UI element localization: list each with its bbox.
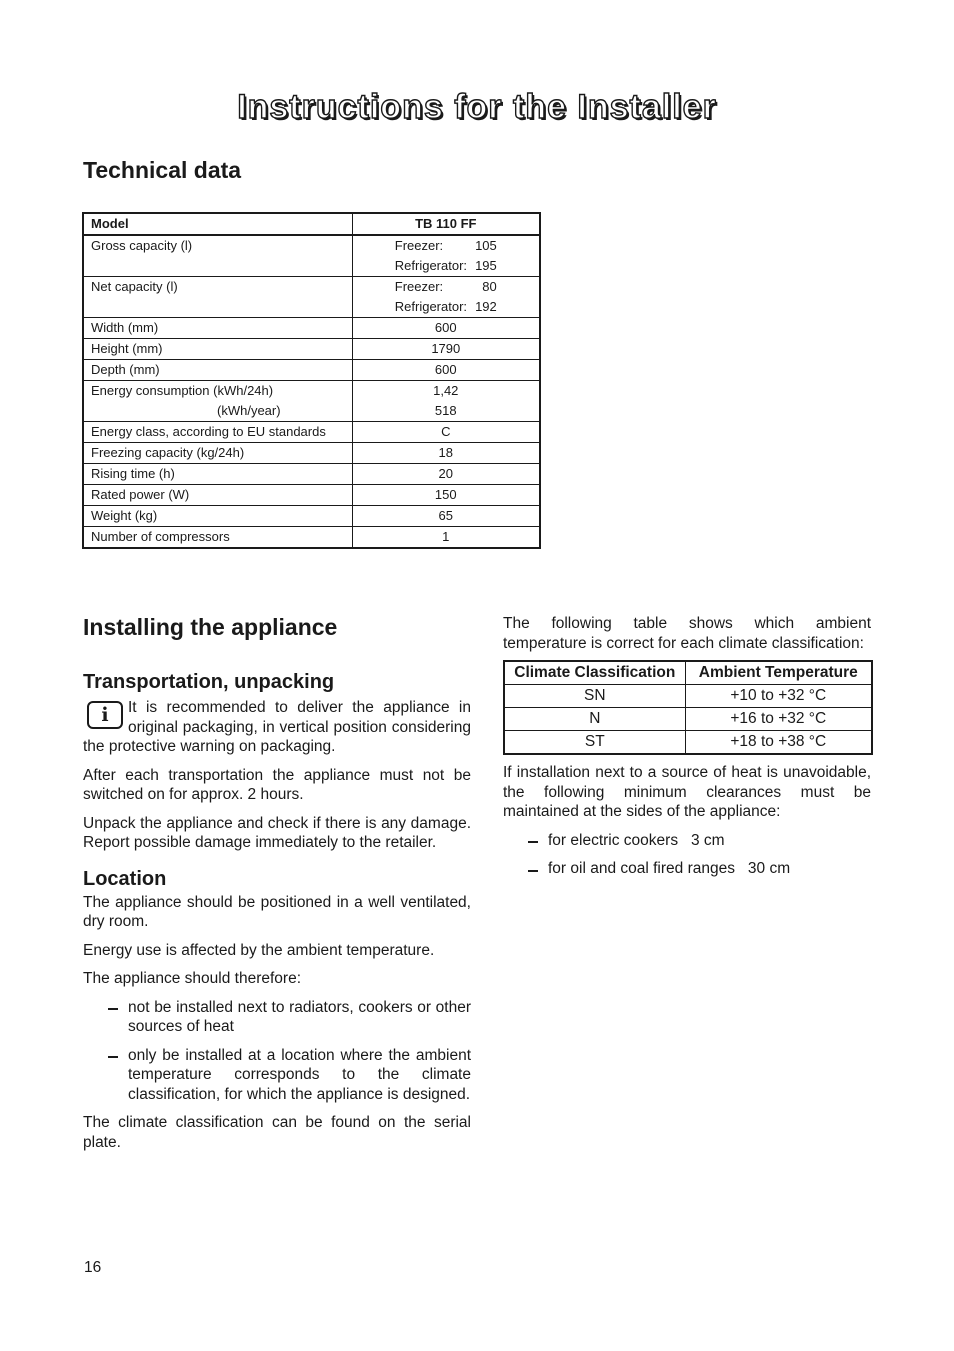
model-label: Model bbox=[83, 213, 352, 235]
gross-freezer-label: Freezer: bbox=[394, 238, 444, 253]
transport-paragraph-3: Unpack the appliance and check if there is any damage. Report possible damage immediately to the retailer. bbox=[83, 814, 471, 851]
table-row bbox=[504, 661, 872, 685]
climate-intro: The following table shows which ambient temperature is correct for each climate classification: bbox=[503, 615, 871, 652]
rising-time-label: Rising time (h) bbox=[83, 464, 352, 485]
table-row bbox=[83, 527, 540, 549]
temperature-cell: +18 to +38 °C bbox=[685, 731, 872, 755]
table-row bbox=[83, 339, 540, 360]
width-value: 600 bbox=[352, 318, 540, 339]
page-title: Instructions for the Installer bbox=[237, 88, 717, 126]
location-paragraph-4: The climate classification can be found on the serial plate. bbox=[83, 1114, 471, 1151]
list-item bbox=[83, 1046, 471, 1105]
location-paragraph-2: Energy use is affected by the ambient temperature. bbox=[83, 941, 435, 959]
list-item bbox=[503, 831, 871, 851]
energy-class-label: Energy class, according to EU standards bbox=[83, 422, 352, 443]
location-bullet-2: only be installed at a location where the ambient temperature corresponds to the climate classification, for which the appliance is designed. bbox=[128, 1046, 471, 1103]
compressors-label: Number of compressors bbox=[83, 527, 352, 549]
left-column bbox=[83, 614, 471, 1152]
page-number: 16 bbox=[84, 1259, 102, 1276]
gross-refrigerator-label: Refrigerator: bbox=[394, 258, 468, 273]
model-value: TB 110 FF bbox=[352, 213, 540, 235]
weight-value: 65 bbox=[352, 506, 540, 527]
freezing-capacity-label: Freezing capacity (kg/24h) bbox=[83, 443, 352, 464]
location-paragraph-1: The appliance should be positioned in a well ventilated, dry room. bbox=[83, 893, 471, 930]
gross-refrigerator-value: 195 bbox=[475, 258, 497, 273]
rising-time-value: 20 bbox=[352, 464, 540, 485]
temperature-header: Ambient Temperature bbox=[685, 661, 872, 685]
height-value: 1790 bbox=[352, 339, 540, 360]
dash-icon bbox=[83, 1046, 128, 1105]
dash-icon bbox=[83, 998, 128, 1037]
climate-table bbox=[503, 660, 873, 755]
technical-data-heading: Technical data bbox=[83, 157, 242, 183]
technical-data-table bbox=[82, 212, 541, 549]
weight-label: Weight (kg) bbox=[83, 506, 352, 527]
right-column bbox=[503, 614, 871, 879]
list-item bbox=[83, 998, 471, 1037]
depth-value: 600 bbox=[352, 360, 540, 381]
depth-label: Depth (mm) bbox=[83, 360, 352, 381]
table-row bbox=[504, 685, 872, 708]
gross-capacity-label: Gross capacity (l) bbox=[83, 235, 352, 277]
rated-power-label: Rated power (W) bbox=[83, 485, 352, 506]
table-row bbox=[504, 708, 872, 731]
location-bullet-1: not be installed next to radiators, cookers or other sources of heat bbox=[128, 998, 471, 1035]
dash-icon bbox=[503, 831, 548, 851]
temperature-cell: +10 to +32 °C bbox=[685, 685, 872, 708]
energy-class-value: C bbox=[352, 422, 540, 443]
climate-class-cell: N bbox=[504, 708, 685, 731]
table-row bbox=[83, 235, 540, 277]
width-label: Width (mm) bbox=[83, 318, 352, 339]
temperature-cell: +16 to +32 °C bbox=[685, 708, 872, 731]
table-row bbox=[83, 485, 540, 506]
height-label: Height (mm) bbox=[83, 339, 352, 360]
info-icon: i bbox=[87, 701, 123, 729]
table-row bbox=[83, 318, 540, 339]
location-paragraph-3: The appliance should therefore: bbox=[83, 970, 302, 987]
table-row bbox=[83, 506, 540, 527]
net-capacity-label: Net capacity (l) bbox=[83, 277, 352, 318]
energy-consumption-year-value: 518 bbox=[434, 403, 457, 418]
transport-paragraph-2: After each transportation the appliance must not be switched on for approx. 2 hours. bbox=[83, 766, 471, 803]
table-row bbox=[83, 422, 540, 443]
energy-consumption-label: Energy consumption (kWh/24h) bbox=[91, 383, 274, 398]
table-row bbox=[504, 731, 872, 755]
transport-paragraph-1: i It is recommended to deliver the appliance in original packaging, in vertical position considering the protective warning on packaging. bbox=[83, 699, 471, 755]
energy-consumption-year-label: (kWh/year) bbox=[217, 403, 281, 418]
table-row bbox=[83, 277, 540, 318]
table-row bbox=[83, 213, 540, 235]
gross-freezer-value: 105 bbox=[475, 238, 497, 253]
climate-header: Climate Classification bbox=[504, 661, 685, 685]
dash-icon bbox=[503, 859, 548, 879]
table-row bbox=[83, 381, 540, 422]
climate-class-cell: SN bbox=[504, 685, 685, 708]
rated-power-value: 150 bbox=[352, 485, 540, 506]
installing-heading: Installing the appliance bbox=[83, 614, 338, 640]
location-heading: Location bbox=[83, 867, 167, 890]
energy-consumption-day-value: 1,42 bbox=[433, 383, 459, 398]
net-freezer-value: 80 bbox=[482, 279, 497, 294]
climate-class-cell: ST bbox=[504, 731, 685, 755]
net-refrigerator-value: 192 bbox=[475, 299, 497, 314]
list-item bbox=[503, 859, 871, 879]
freezing-capacity-value: 18 bbox=[352, 443, 540, 464]
clearance-item: for oil and coal fired ranges 30 cm bbox=[548, 860, 791, 877]
heat-source-paragraph: If installation next to a source of heat is unavoidable, the following minimum clearances must be maintained at the sides of the appliance: bbox=[503, 764, 871, 820]
net-refrigerator-label: Refrigerator: bbox=[394, 299, 468, 314]
net-freezer-label: Freezer: bbox=[394, 279, 444, 294]
table-row bbox=[83, 464, 540, 485]
compressors-value: 1 bbox=[352, 527, 540, 549]
table-row bbox=[83, 443, 540, 464]
clearance-item: for electric cookers 3 cm bbox=[548, 831, 725, 849]
transport-heading: Transportation, unpacking bbox=[83, 671, 335, 693]
table-row bbox=[83, 360, 540, 381]
